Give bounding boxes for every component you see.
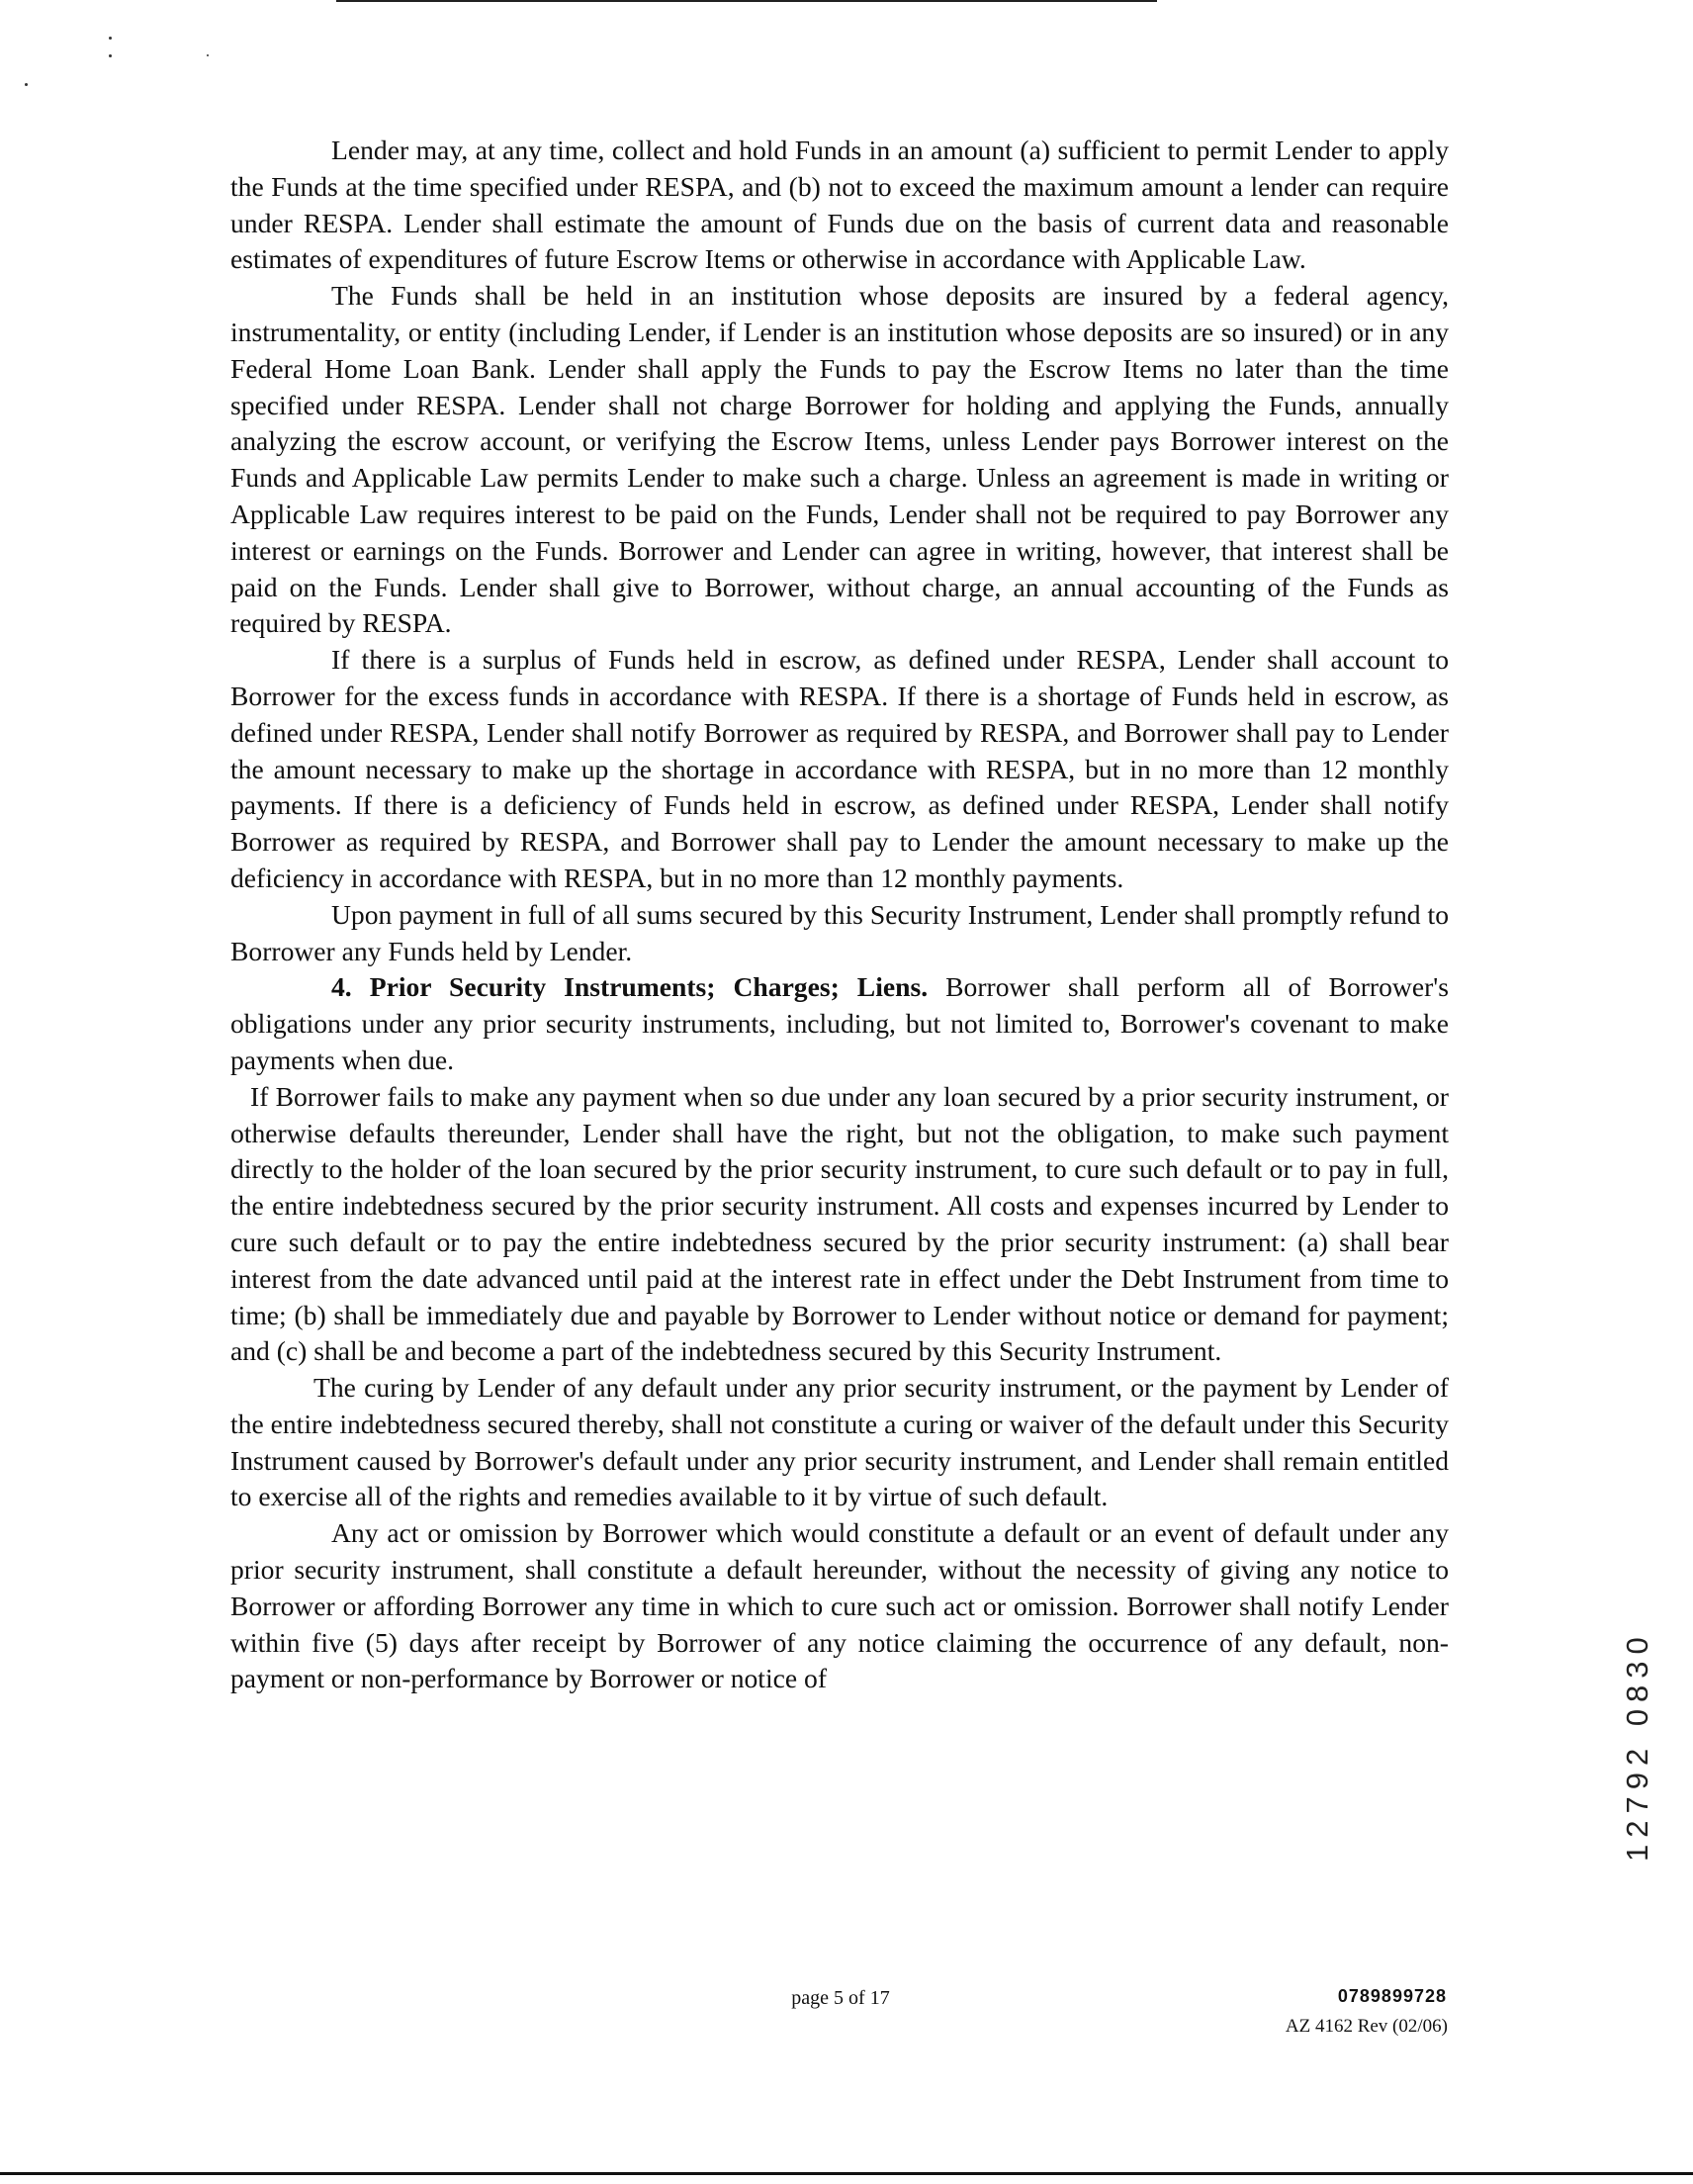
scan-speck <box>25 83 28 86</box>
paragraph: Upon payment in full of all sums secured by this Security Instrument, Lender shall promptly refund to Borrower any Funds held by Lender. <box>230 898 1449 966</box>
scan-speck <box>109 54 112 57</box>
loan-number: 0789899728 <box>1337 1986 1447 2006</box>
recording-number-margin <box>1620 1594 1659 1862</box>
section-4-text: Borrower shall perform all of Borrower's obligations under any prior security instruments, including, but not limited to, Borrower's covenant to make payments when due. <box>230 971 1449 1075</box>
scan-speck <box>109 37 112 40</box>
top-rule <box>336 0 1157 2</box>
form-number: AZ 4162 Rev (02/06) <box>1285 2016 1448 2037</box>
paragraph: If Borrower fails to make any payment when so due under any loan secured by a prior security instrument, or otherwise defaults thereunder, Lender shall have the right, but not the obligation, to make such payment directly to the holder of the loan secured by the prior security instrument, to cure such default or to pay in full, the entire indebtedness secured by the prior security instrument. All costs and expenses incurred by Lender to cure such default or to pay the entire indebtedness secured by the prior security instrument: (a) shall bear interest from the date advanced until paid at the interest rate in effect under the Debt Instrument from time to time; (b) shall be immediately due and payable by Borrower to Lender without notice or demand for payment; and (c) shall be and become a part of the indebtedness secured by this Security Instrument. <box>230 1080 1449 1367</box>
page-number: page 5 of 17 <box>791 1987 890 2009</box>
paragraph: The Funds shall be held in an institution whose deposits are insured by a federal agency, instrumentality, or entity (including Lender, if Lender is an institution whose deposits are so insured) or in any Federal Home Loan Bank. Lender shall apply the Funds to pay the Escrow Items no later than the time specified under RESPA. Lender shall not charge Borrower for holding and applying the Funds, annually analyzing the escrow account, or verifying the Escrow Items, unless Lender pays Borrower interest on the Funds and Applicable Law permits Lender to make such a charge. Unless an agreement is made in writing or Applicable Law requires interest to be paid on the Funds, Lender shall not be required to pay Borrower any interest or earnings on the Funds. Borrower and Lender can agree in writing, however, that interest shall be paid on the Funds. Lender shall give to Borrower, without charge, an annual accounting of the Funds as required by RESPA. <box>230 280 1449 639</box>
section-4-paragraph <box>230 969 1449 1078</box>
bottom-rule <box>0 2172 1693 2175</box>
paragraph: The curing by Lender of any default under any prior security instrument, or the payment by Lender of the entire indebtedness secured thereby, shall not constitute a curing or waiver of the default under this Security Instrument caused by Borrower's default under any prior security instrument, and Lender shall remain entitled to exercise all of the rights and remedies available to it by virtue of such default. <box>230 1372 1449 1512</box>
section-4-heading: 4. Prior Security Instruments; Charges; Liens. <box>331 971 929 1003</box>
scan-speck <box>207 54 209 56</box>
paragraph: Lender may, at any time, collect and hold Funds in an amount (a) sufficient to permit Lender to apply the Funds at the time specified under RESPA, and (b) not to exceed the maximum amount a lender can require under RESPA. Lender shall estimate the amount of Funds due on the basis of current data and reasonable estimates of expenditures of future Escrow Items or otherwise in accordance with Applicable Law. <box>230 135 1449 275</box>
paragraph: Any act or omission by Borrower which would constitute a default or an event of default under any prior security instrument, shall constitute a default hereunder, without the necessity of giving any notice to Borrower or affording Borrower any time in which to cure such act or omission. Borrower shall notify Lender within five (5) days after receipt by Borrower of any notice claiming the occurrence of any default, non-payment or non-performance by Borrower or notice of <box>230 1517 1449 1694</box>
recording-number: 12792 0830 <box>1620 1630 1654 1862</box>
document-body <box>230 133 1449 1697</box>
paragraph: If there is a surplus of Funds held in escrow, as defined under RESPA, Lender shall account to Borrower for the excess funds in accordance with RESPA. If there is a shortage of Funds held in escrow, as defined under RESPA, Lender shall notify Borrower as required by RESPA, and Borrower shall pay to Lender the amount necessary to make up the shortage in accordance with RESPA, but in no more than 12 monthly payments. If there is a deficiency of Funds held in escrow, as defined under RESPA, Lender shall notify Borrower as required by RESPA, and Borrower shall pay to Lender the amount necessary to make up the deficiency in accordance with RESPA, but in no more than 12 monthly payments. <box>230 644 1449 893</box>
